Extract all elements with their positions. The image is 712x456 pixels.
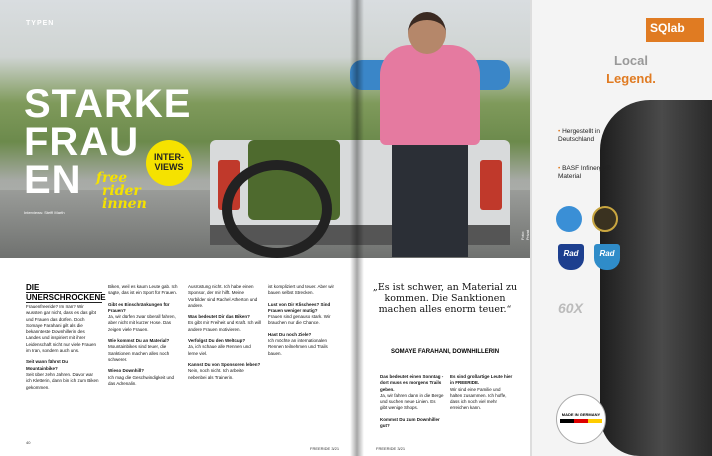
hero-photo [0,0,530,258]
text-column [108,284,182,387]
award-seal-icon [592,206,618,232]
text-column [268,284,342,357]
section-heading [26,283,106,303]
pull-quote: „Es ist schwer, an Material zu kommen. Die Sanktionen machen alles enorm teuer.“ [372,282,518,315]
answer: Ja, wir dürfen zwar überall fahren, aber nicht mit kurzer Hose. Das zeigen viele Frauen. [108,314,176,332]
answer: Nein, noch nicht. Ich arbeite nebenbei als Trainerin. [188,368,244,380]
script-line: rider [102,183,141,199]
question: Kommst Du zum Downhiller gut? [380,416,440,429]
german-flag-icon [560,419,602,423]
script-title [96,172,147,211]
photo-credit: Foto: Privat [520,229,530,241]
question: Wieso Downhill? [108,368,144,374]
title-line: FRAU [24,120,140,164]
award-seal-icon [556,206,582,232]
ad-headline [576,52,686,88]
paragraph: Frauenfreeride? Im Iran? Wir wussten gar nicht, dass es das gibt und Frauen das dürfen. Doch Somaye Farahani gilt als die bekannteste Downhillerin des Landes und inspiriert mit ihrer Leidenschaft nicht nur viele Frauen im Iran, sondern auch uns. [26,304,97,354]
page-gutter [350,0,364,456]
made-in-germany-seal [556,394,606,444]
text-column [188,284,262,381]
question: Wie kommst Du an Material? [108,338,170,344]
answer: Frauen sind genauso stark. Wir brauchen nur die Chance. [268,314,331,326]
script-line: innen [102,196,147,212]
heading-line: DIE [26,283,102,293]
bullet-text: BASF Infinergy® Material [558,165,611,180]
answer: Ausrüstung nicht. Ich habe einen Sponsor, der mir hilft. Meine Vorbilder sind Rachel Atherton und andere. [188,284,258,308]
question: Hast Du noch Ziele? [268,331,312,337]
rider-jersey [380,45,480,145]
footer: FREERIDE 3/21 [376,446,406,451]
question: Lust von Dir Klischees? Sind Frauen weniger mutig? [268,301,331,313]
question: Das bedeutet einen Sonntag - dort muss es morgens Trails geben. [380,374,444,392]
saddle-image [600,100,712,456]
question: Was bedeutet Dir das Biken? [188,314,250,320]
text-column [26,304,100,391]
script-line: free [96,170,128,186]
answer: Ja, wir fahren dann in die Berge und suchen neue Linien. Es gibt wenige Shops. [380,392,444,411]
sqlab-logo: SQlab [646,18,704,42]
text-column [450,374,514,412]
title-line: STARKE [24,82,192,126]
rider-head [408,12,446,54]
answer: Mountainbikes sind teuer, die Sanktionen machen alles noch schwerer. [108,344,170,362]
bike-wheel [222,160,332,258]
headline-line: Legend. [606,71,656,86]
model-name: 60X [558,300,583,316]
answer: Ich möchte an internationalen Rennen teilnehmen und Trails bauen. [268,338,328,356]
text-column [380,374,444,429]
headline-line: Local [614,53,648,68]
quote-author: SOMAYE FARAHANI, DOWNHILLERIN [390,349,500,355]
answer: ist kompliziert und teuer. Aber wir bauen selbst Strecken. [268,284,335,296]
rad-award-badge: Rad [594,244,620,270]
bullet-text: Hergestellt in Deutschland [558,128,601,143]
question: Seit wann fährst Du Mountainbike? [26,359,69,371]
page-number: 40 [26,440,31,445]
question: Es sind großartige Leute hier in FREERIDE. [450,374,513,386]
question: Verfolgst Du den Weltcup? [188,338,246,344]
title-line: EN [24,158,82,202]
heading-line: UNERSCHROCKENE [26,293,106,302]
ad-bullet: • BASF Infinergy® Material [558,165,611,180]
question: Gibt es Einschränkungen für Frauen? [108,301,170,313]
answer: Wir sind eine Familie und halten zusammen. Ich hoffe, dass ich noch viel mehr erreichen kann. [450,386,507,411]
answer: Seit über zehn Jahren. Davor war ich Kletterin, dann bin ich zum Biken gekommen. [26,371,99,390]
byline: Interviews: Steffi Marth [24,210,65,215]
answer: Biken, weil es kaum Leute gab. Ich sagte, das ist ein Sport für Frauen. [108,284,178,296]
ad-bullet: • Hergestellt in Deutschland [558,128,601,143]
answer: Ja, ich schaue alle Rennen und lerne viel. [188,344,251,356]
footer: FREERIDE 3/21 [310,446,340,451]
rider-legs [392,145,468,257]
answer: Es gibt mir Freiheit und Kraft. Ich will andere Frauen motivieren. [188,320,262,332]
answer: Ich mag die Geschwindigkeit und das Adrenalin. [108,374,175,386]
section-label: TYPEN [26,20,55,27]
interviews-badge: INTER-VIEWS [146,140,192,186]
question: Kannst Du von Sponsoren leben? [188,361,261,367]
made-in-label: MADE IN GERMANY [561,412,601,417]
rad-award-badge: Rad [558,244,584,270]
